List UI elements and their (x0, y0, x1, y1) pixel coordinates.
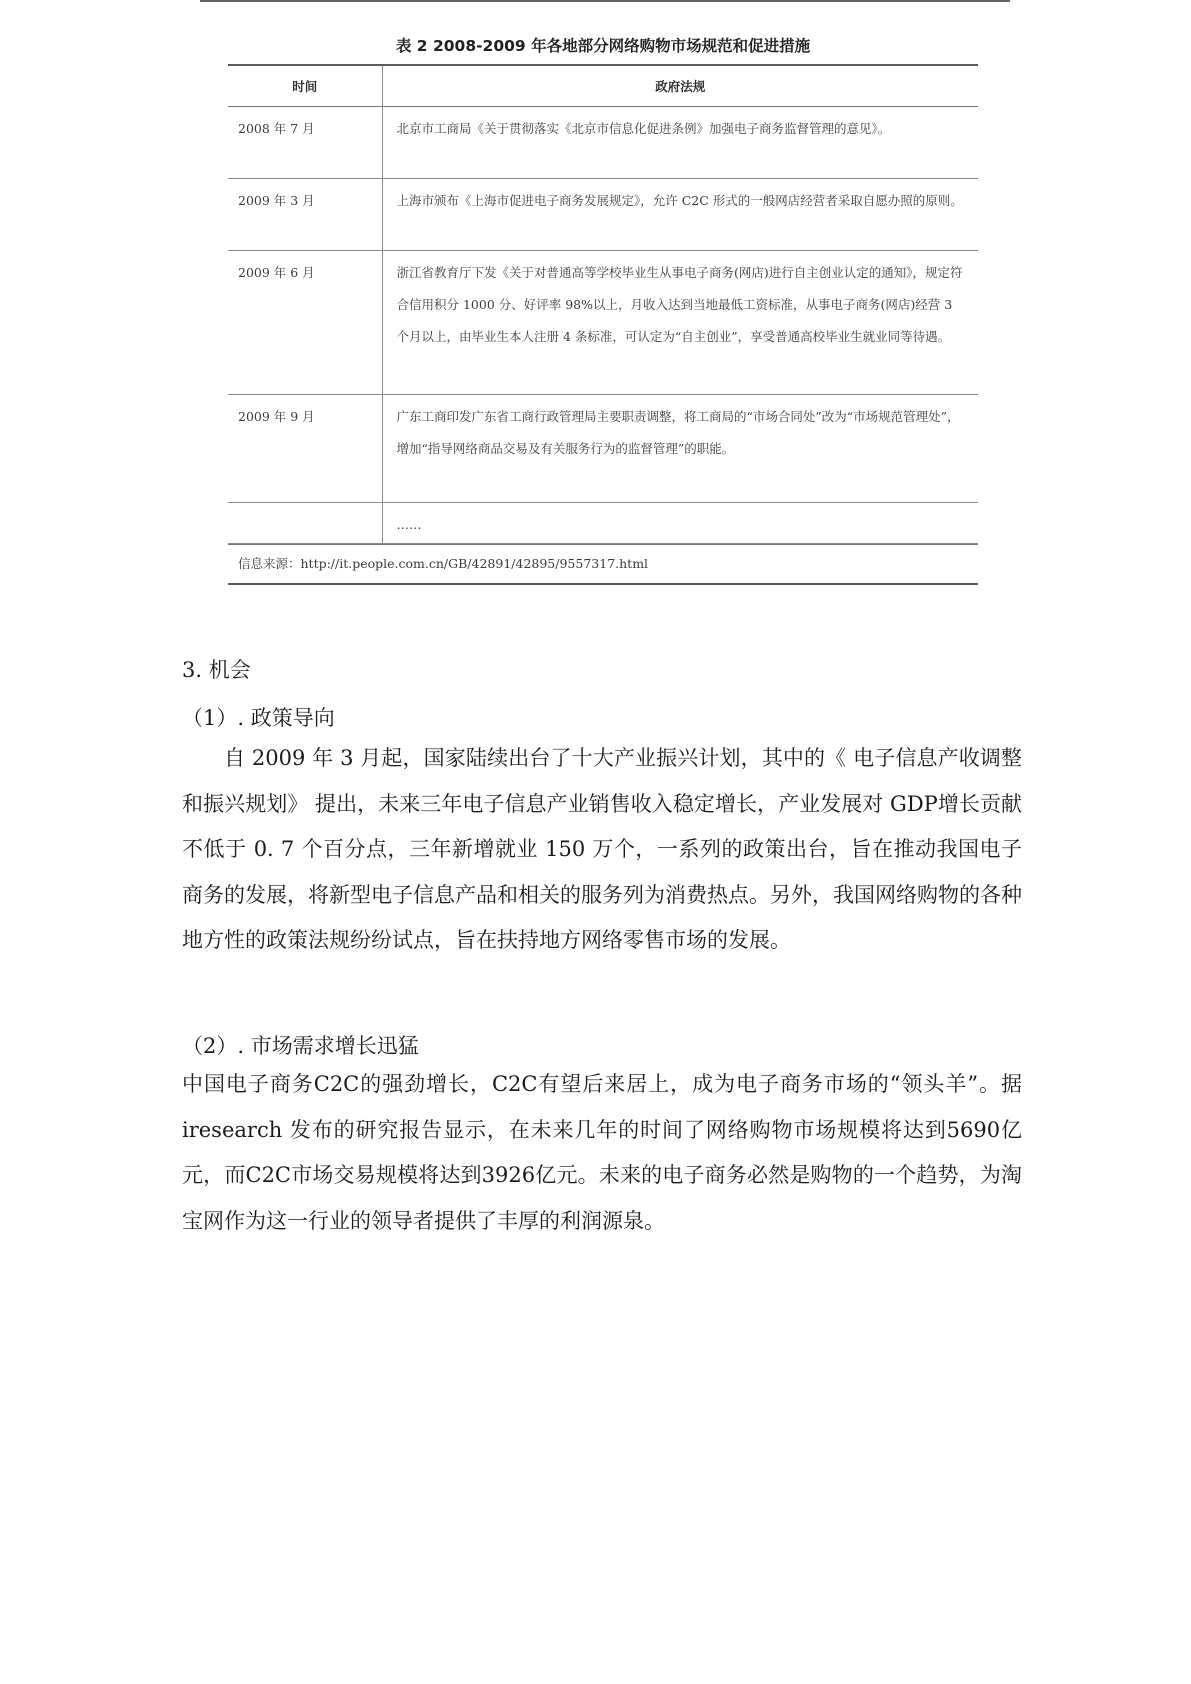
row-time: 2009 年 9 月 (228, 395, 382, 503)
row-time: 2009 年 6 月 (228, 251, 382, 395)
row-regulation: 广东工商印发广东省工商行政管理局主要职责调整，将工商局的“市场合同处”改为“市场规范管理处”，增加“指导网络商品交易及有关服务行为的监督管理”的职能。 (382, 395, 978, 503)
row-regulation: 北京市工商局《关于贯彻落实《北京市信息化促进条例》加强电子商务监督管理的意见》。 (382, 107, 978, 179)
row-regulation: 上海市颁布《上海市促进电子商务发展规定》，允许 C2C 形式的一般网店经营者采取自愿办照的原则。 (382, 179, 978, 251)
paragraph-demand: 中国电子商务C2C的强劲增长，C2C有望后来居上，成为电子商务市场的“领头羊”。据iresearch 发布的研究报告显示，在未来几年的时间了网络购物市场规模将达到5690亿元，而C2C市场交易规模将达到3926亿元。未来的电子商务必然是购物的一个趋势，为淘宝网作为这一行业的领导者提供了丰厚的利润源泉。 (182, 1072, 1022, 1233)
row-regulation: 浙江省教育厅下发《关于对普通高等学校毕业生从事电子商务(网店)进行自主创业认定的通知》，规定符合信用积分 1000 分、好评率 98%以上，月收入达到当地最低工资标准，从事电子商务(网店)经营 3 个月以上，由毕业生本人注册 4 条标准，可认定为“自主创业”，享受普通高校毕业生就业同等待遇。 (382, 251, 978, 395)
table-row (228, 107, 978, 179)
header-time: 时间 (228, 65, 382, 107)
row-time: 2008 年 7 月 (228, 107, 382, 179)
table-row (228, 251, 978, 395)
table-row (228, 395, 978, 503)
top-rule (200, 0, 1010, 2)
row-time (228, 503, 382, 544)
policy-table (228, 64, 978, 544)
header-regulation: 政府法规 (382, 65, 978, 107)
table-header-row (228, 65, 978, 107)
paragraph-policy: 自 2009 年 3 月起，国家陆续出台了十大产业振兴计划，其中的《 电子信息产收调整和振兴规划》 提出，未来三年电子信息产业销售收入稳定增长，产业发展对 GDP增长贡献不低于 0. 7 个百分点，三年新增就业 150 万个，一系列的政策出台，旨在推动我国电子商务的发展，将新型电子信息产品和相关的服务列为消费热点。另外，我国网络购物的各种地方性的政策法规纷纷试点，旨在扶持地方网络零售市场的发展。 (182, 746, 1022, 952)
row-time: 2009 年 3 月 (228, 179, 382, 251)
subsection-heading-demand: （2）. 市场需求增长迅猛 (182, 1034, 419, 1058)
section-heading: 3. 机会 (182, 658, 251, 682)
table-source: 信息来源：http://it.people.com.cn/GB/42891/42895/9557317.html (228, 544, 978, 585)
policy-table-figure (228, 28, 978, 585)
table-row (228, 179, 978, 251)
row-regulation: …… (382, 503, 978, 544)
table-row (228, 503, 978, 544)
subsection-heading-policy: （1）. 政策导向 (182, 706, 335, 730)
table-caption: 表 2 2008-2009 年各地部分网络购物市场规范和促进措施 (395, 37, 811, 55)
